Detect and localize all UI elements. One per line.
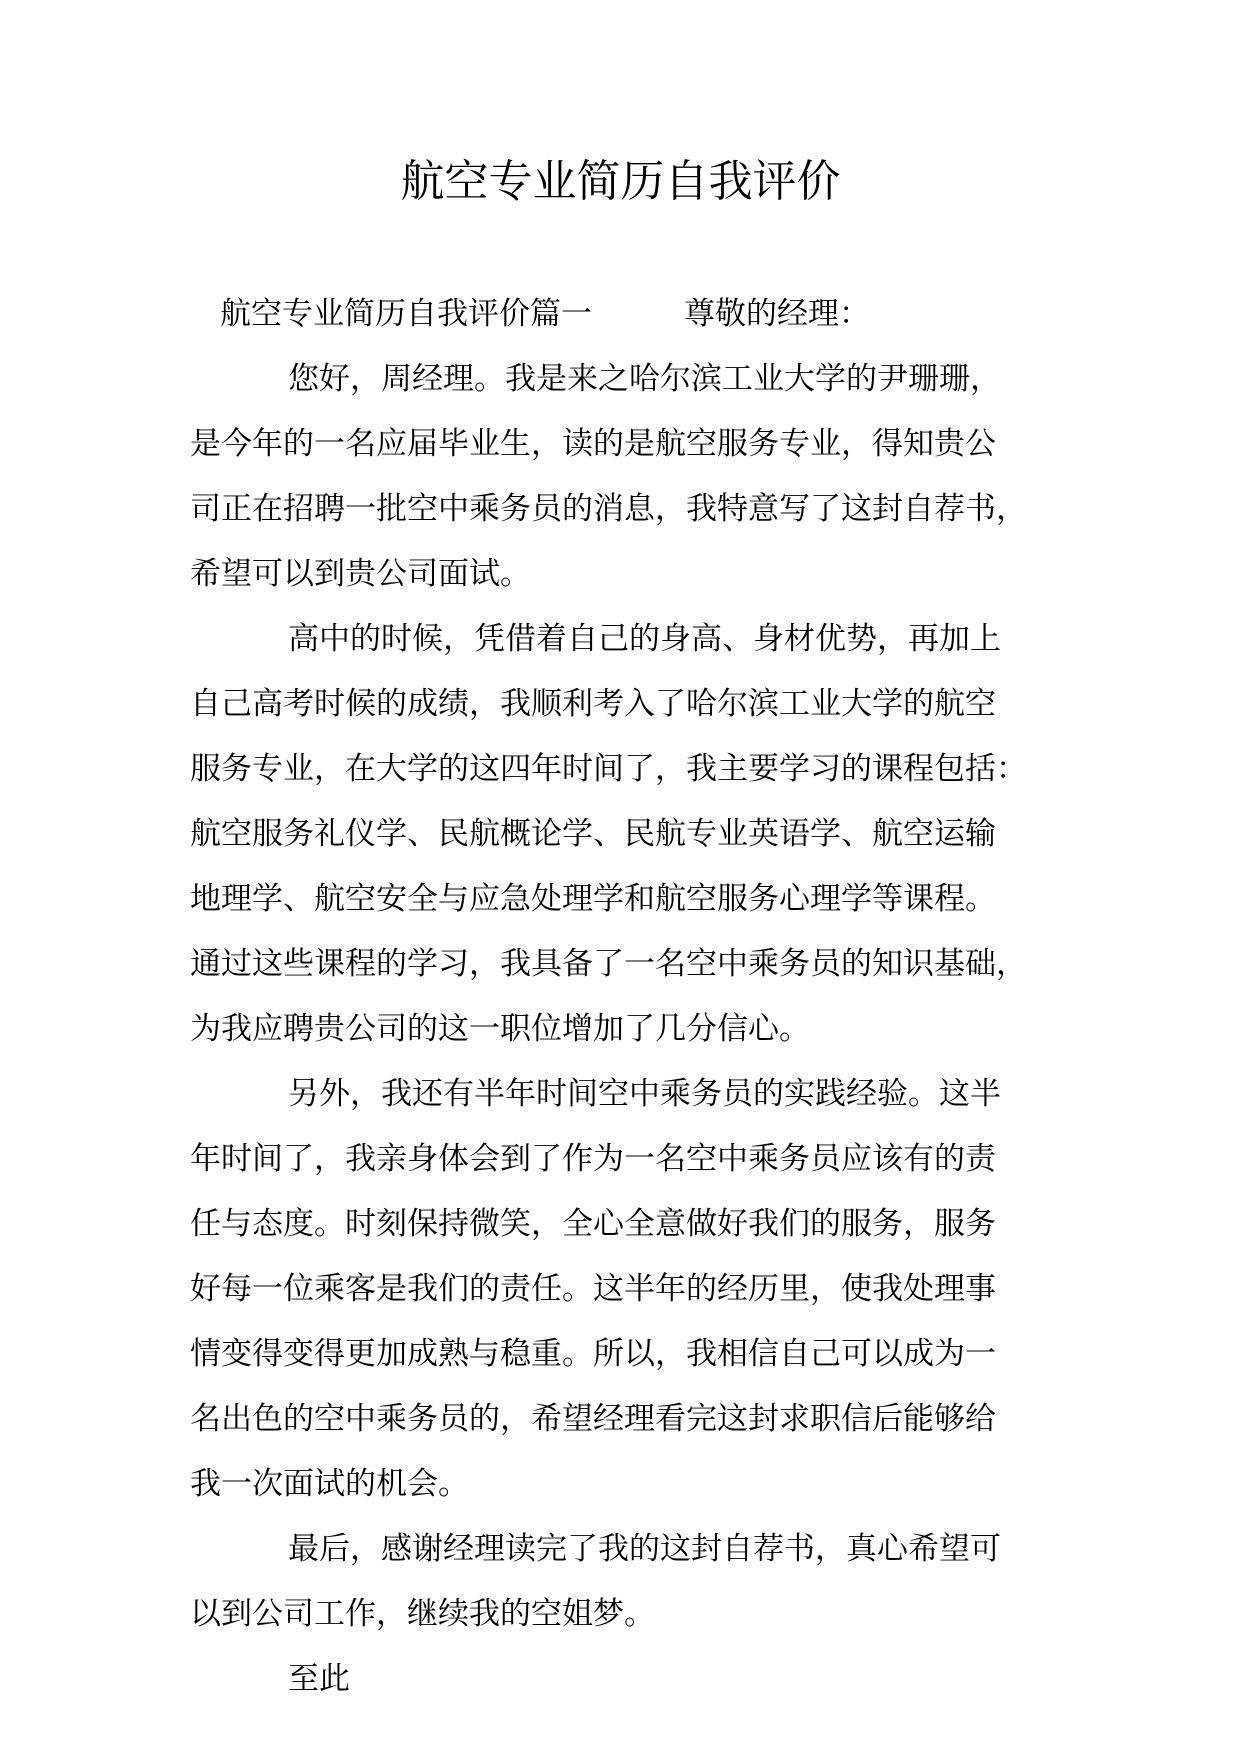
- paragraph-line: 司正在招聘一批空中乘务员的消息，我特意写了这封自荐书，: [190, 491, 1027, 527]
- paragraph-line: 航空服务礼仪学、民航概论学、民航专业英语学、航空运输: [190, 816, 996, 852]
- paragraph-line: 任与态度。时刻保持微笑，全心全意做好我们的服务，服务: [190, 1206, 996, 1242]
- letter-salutation: 尊敬的经理：: [684, 296, 870, 332]
- paragraph-line: 通过这些课程的学习，我具备了一名空中乘务员的知识基础，: [190, 946, 1027, 982]
- paragraph-line: 另外，我还有半年时间空中乘务员的实践经验。这半: [288, 1076, 1001, 1112]
- paragraph-line: 名出色的空中乘务员的，希望经理看完这封求职信后能够给: [190, 1401, 996, 1437]
- document-title: 航空专业简历自我评价: [400, 156, 841, 207]
- paragraph-line: 好每一位乘客是我们的责任。这半年的经历里，使我处理事: [190, 1271, 996, 1307]
- paragraph-line: 地理学、航空安全与应急处理学和航空服务心理学等课程。: [190, 881, 996, 917]
- paragraph-line: 高中的时候，凭借着自己的身高、身材优势，再加上: [288, 621, 1001, 657]
- paragraph-line: 为我应聘贵公司的这一职位增加了几分信心。: [190, 1011, 810, 1047]
- paragraph-line: 年时间了，我亲身体会到了作为一名空中乘务员应该有的责: [190, 1141, 996, 1177]
- paragraph-line: 希望可以到贵公司面试。: [190, 556, 531, 592]
- letter-heading: [190, 282, 1050, 347]
- paragraph-line: 情变得变得更加成熟与稳重。所以，我相信自己可以成为一: [190, 1336, 996, 1372]
- paragraph-line: 服务专业，在大学的这四年时间了，我主要学习的课程包括：: [190, 751, 1027, 787]
- letter-paragraphs: [190, 347, 1050, 1712]
- letter-heading-title: 航空专业简历自我评价篇一: [220, 296, 592, 332]
- paragraph-line: 最后，感谢经理读完了我的这封自荐书，真心希望可: [288, 1531, 1001, 1567]
- paragraph-line: 以到公司工作，继续我的空姐梦。: [190, 1596, 655, 1632]
- paragraph-line: 我一次面试的机会。: [190, 1466, 469, 1502]
- document-body: [190, 282, 1050, 1712]
- paragraph-line: 至此: [288, 1661, 350, 1697]
- paragraph-line: 您好，周经理。我是来之哈尔滨工业大学的尹珊珊，: [288, 361, 1001, 397]
- paragraph-line: 自己高考时候的成绩，我顺利考入了哈尔滨工业大学的航空: [190, 686, 996, 722]
- paragraph-line: 是今年的一名应届毕业生，读的是航空服务专业，得知贵公: [190, 426, 996, 462]
